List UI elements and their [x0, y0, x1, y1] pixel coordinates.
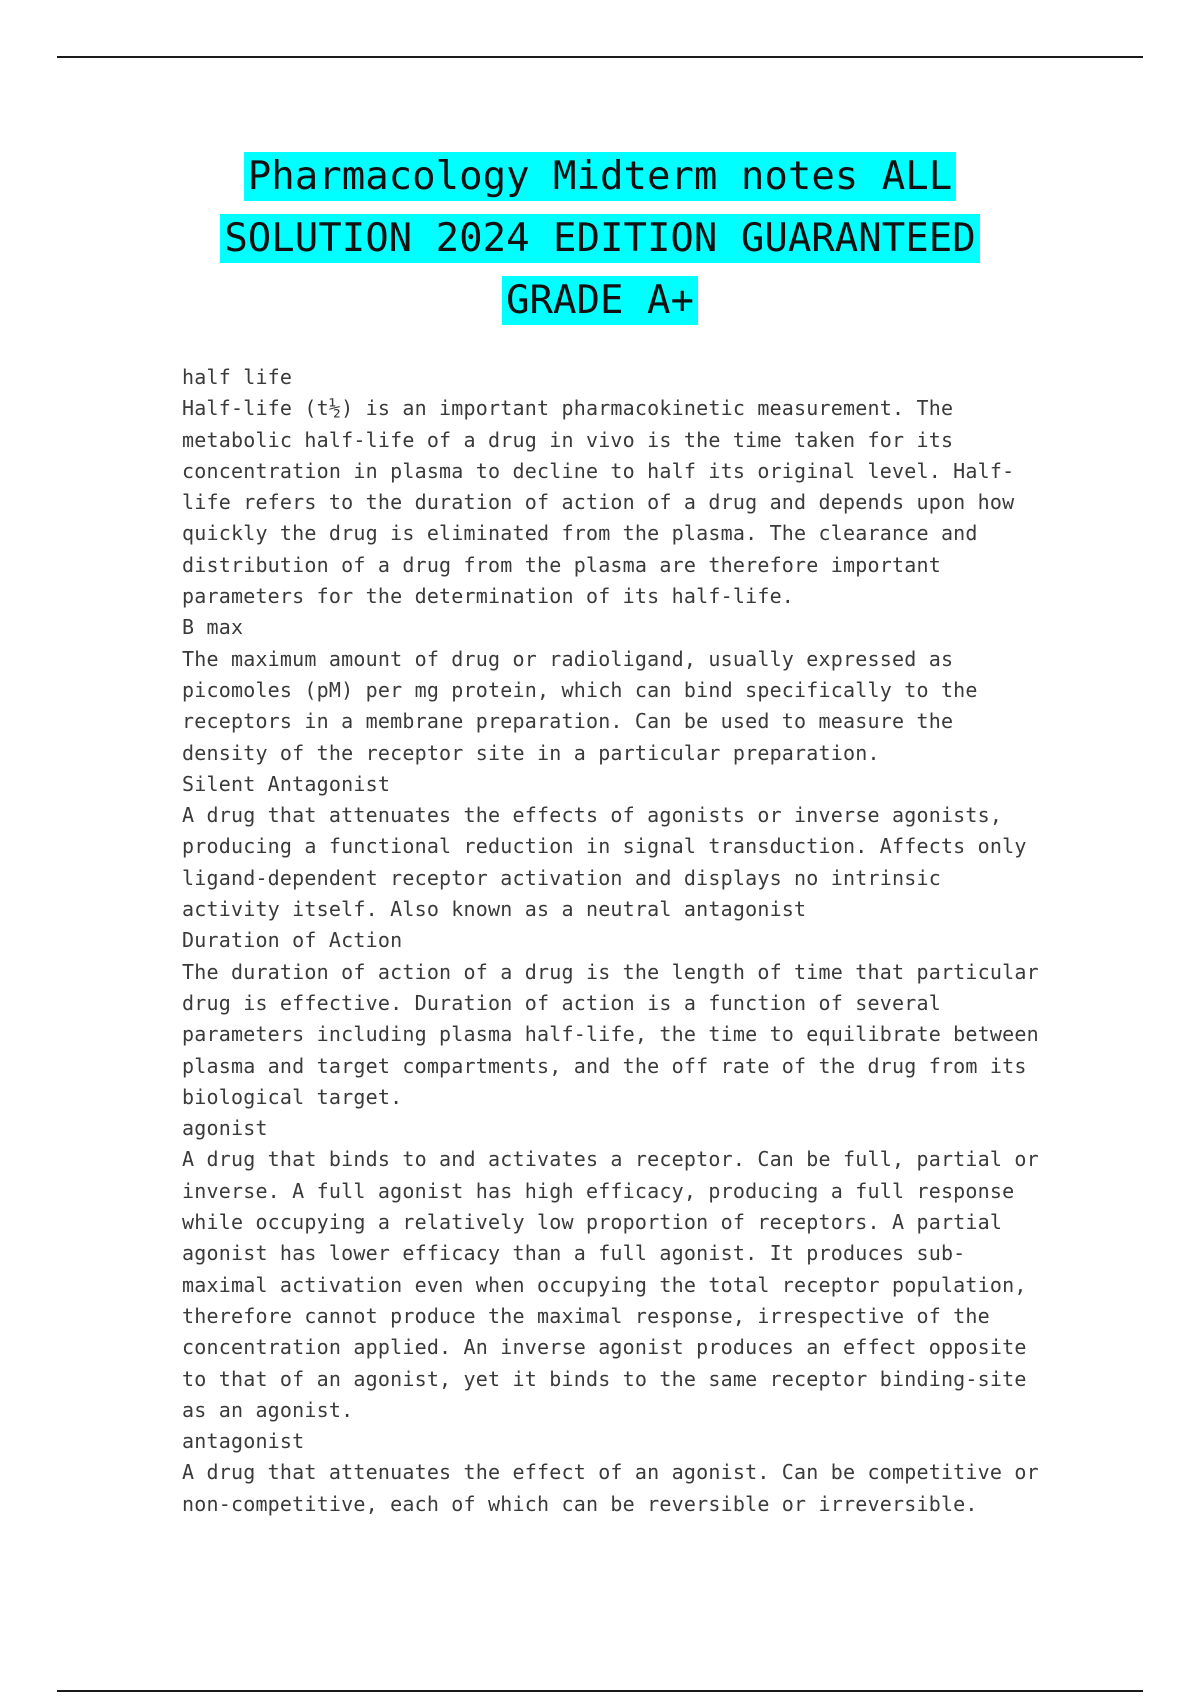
definition-antagonist: A drug that attenuates the effect of an agonist. Can be competitive or non-competitive, each of which can be reversible or irreversible.: [182, 1460, 1052, 1516]
top-rule: [57, 56, 1143, 58]
term-silent-antagonist: Silent Antagonist: [182, 771, 391, 796]
definition-b-max: The maximum amount of drug or radioligand, usually expressed as picomoles (pM) per mg protein, which can bind specifically to the receptors in a membrane preparation. Can be used to measure the density of the receptor site in a particular preparation.: [182, 646, 990, 765]
definition-half-life: Half-life (t½) is an important pharmacokinetic measurement. The metabolic half-life of a drug in vivo is the time taken for its concentration in plasma to decline to half its original level. Half-life refers to the duration of action of a drug and depends upon how quickly the drug is eliminated from the plasma. The clearance and distribution of a drug from the plasma are therefore important parameters for the determination of its half-life.: [182, 396, 1027, 609]
term-b-max: B max: [182, 615, 244, 640]
title-highlight: Pharmacology Midterm notes ALL SOLUTION 2024 EDITION GUARANTEED GRADE A+: [220, 152, 979, 325]
definition-agonist: A drug that binds to and activates a receptor. Can be full, partial or inverse. A full agonist has high efficacy, producing a full response while occupying a relatively low proportion of receptors. A partial agonist has lower efficacy than a full agonist. It produces sub-maximal activation even when occupying the total receptor population, therefore cannot produce the maximal response, irrespective of the concentration applied. An inverse agonist produces an effect opposite to that of an agonist, yet it binds to the same receptor binding-site as an agonist.: [182, 1147, 1052, 1422]
title-block: [0, 146, 1200, 332]
term-half-life: half life: [182, 365, 293, 389]
term-antagonist: antagonist: [182, 1429, 305, 1454]
bottom-rule: [57, 1690, 1143, 1692]
document-title: [190, 146, 1010, 332]
definition-silent-antagonist: A drug that attenuates the effects of agonists or inverse agonists, producing a functional reduction in signal transduction. Affects only ligand-dependent receptor activation and displays no intrinsic activity itself. Also known as a neutral antagonist: [182, 803, 1039, 922]
term-duration-of-action: Duration of Action: [182, 928, 403, 953]
term-agonist: agonist: [182, 1116, 268, 1141]
notes-content: [182, 362, 1052, 1520]
definition-duration-of-action: The duration of action of a drug is the length of time that particular drug is effective. Duration of action is a function of several parameters including plasma half-life, the time to equilibrate between plasma and target compartments, and the off rate of the drug from its biological target.: [182, 959, 1052, 1109]
